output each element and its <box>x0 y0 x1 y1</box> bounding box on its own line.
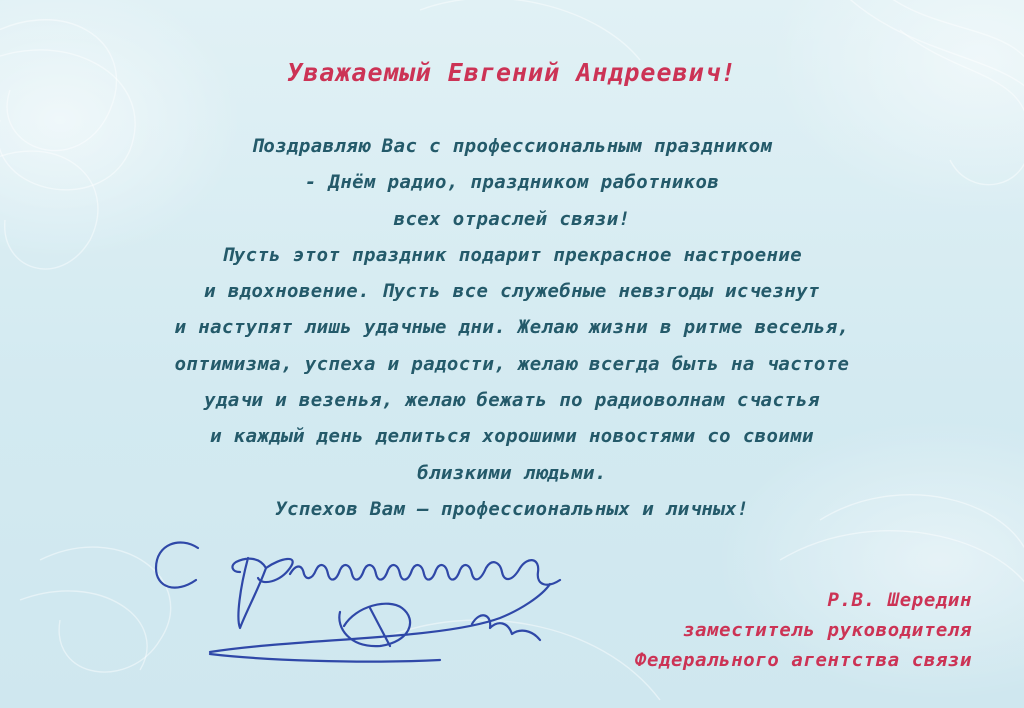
letter-body <box>30 128 994 527</box>
body-line: оптимизма, успеха и радости, желаю всегда быть на частоте <box>174 352 850 375</box>
handwritten-signature <box>140 528 580 688</box>
signer-title-line-2: Федерального агентства связи <box>634 649 972 671</box>
body-line: всех отраслей связи! <box>393 207 631 230</box>
body-line: удачи и везенья, желаю бежать по радиоволнам счастья <box>204 389 820 412</box>
signer-block <box>635 585 972 675</box>
body-line: и наступят лишь удачные дни. Желаю жизни в ритме веселья, <box>174 316 850 339</box>
body-line: Пусть этот праздник подарит прекрасное настроение <box>221 243 803 266</box>
signer-title-line-1: заместитель руководителя <box>683 619 972 641</box>
body-line: и вдохновение. Пусть все служебные невзгоды исчезнут <box>204 280 820 303</box>
body-line: - Днём радио, праздником работников <box>304 171 720 194</box>
body-line: и каждый день делиться хорошими новостями со своими <box>210 425 814 448</box>
letter-greeting: Уважаемый Евгений Андреевич! <box>287 58 737 87</box>
body-line: Успехов Вам — профессиональных и личных! <box>275 497 749 520</box>
signer-name: Р.В. Шередин <box>827 589 972 611</box>
body-line: Поздравляю Вас с профессиональным праздником <box>251 135 773 157</box>
body-line: близкими людьми. <box>417 461 607 484</box>
